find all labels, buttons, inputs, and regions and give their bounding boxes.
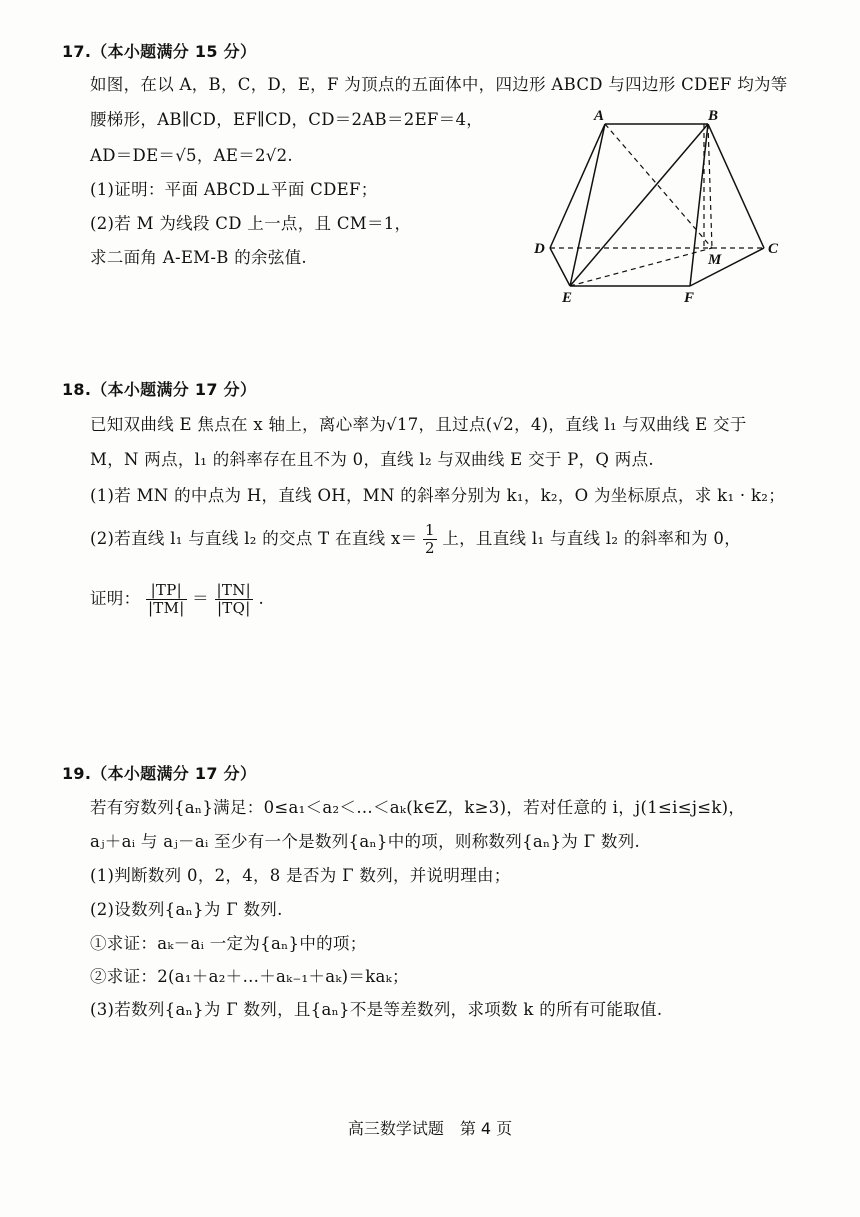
q18-heading: 18.（本小题满分 17 分）: [62, 380, 257, 399]
edge-de: [550, 248, 570, 286]
label-d: D: [534, 241, 545, 257]
fraction-denominator: 2: [424, 539, 435, 557]
fraction-numerator: 1: [424, 521, 435, 539]
q18-line-1: 已知双曲线 E 焦点在 x 轴上，离心率为√17，且过点(√2，4)，直线 l₁ 与双曲线 E 交于: [90, 415, 747, 434]
q19-line-1: 若有穷数列{aₙ}满足：0≤a₁＜a₂＜…＜aₖ(k∈Z，k≥3)，若对任意的 i，j(1≤i≤j≤k)，: [90, 798, 746, 817]
q19-line-2: aⱼ＋aᵢ 与 aⱼ－aᵢ 至少有一个是数列{aₙ}中的项，则称数列{aₙ}为 Γ 数列.: [90, 832, 641, 851]
segment-am-hidden: [605, 124, 712, 248]
fraction-tp: |TP|: [146, 582, 187, 600]
label-m: M: [708, 252, 722, 268]
label-f: F: [684, 290, 695, 306]
label-c: C: [768, 241, 779, 257]
fraction-tm: |TM|: [147, 599, 185, 617]
page-footer: 高三数学试题 第 4 页: [347, 1119, 513, 1138]
q18-part-1: (1)若 MN 的中点为 H，直线 OH，MN 的斜率分别为 k₁，k₂，O 为坐标原点，求 k₁ · k₂；: [90, 486, 786, 505]
edge-be: [570, 124, 708, 286]
q19-part-2-1: ①求证：aₖ－aᵢ 一定为{aₙ}中的项；: [90, 934, 367, 953]
fraction-tp-tm: [146, 582, 187, 617]
edge-bf: [690, 124, 708, 286]
pentahedron-figure: [532, 106, 782, 306]
q17-part-2: (2)若 M 为线段 CD 上一点，且 CM＝1，: [90, 214, 412, 233]
label-b: B: [708, 108, 719, 124]
q18-part-2-text-b: 上，且直线 l₁ 与直线 l₂ 的斜率和为 0，: [442, 529, 742, 548]
q19-part-3: (3)若数列{aₙ}为 Γ 数列，且{aₙ}不是等差数列，求项数 k 的所有可能取值.: [90, 1000, 663, 1019]
proof-prefix: 证明：: [90, 589, 141, 608]
q19-part-2-2: ②求证：2(a₁＋a₂＋…＋aₖ₋₁＋aₖ)＝kaₖ；: [90, 967, 409, 986]
q18-part-2: [90, 522, 741, 557]
fraction-tn: |TN|: [216, 581, 251, 599]
q17-line-1: 如图，在以 A，B，C，D，E，F 为顶点的五面体中，四边形 ABCD 与四边形 CDEF 均为等: [90, 75, 788, 94]
label-a: A: [594, 108, 605, 124]
proof-equals: ＝: [192, 589, 209, 608]
q19-heading: 19.（本小题满分 17 分）: [62, 764, 257, 783]
proof-period: .: [258, 589, 265, 608]
fraction-tq: |TQ|: [216, 599, 251, 617]
fraction-tn-tq: [215, 582, 253, 617]
q19-part-2: (2)设数列{aₙ}为 Γ 数列.: [90, 900, 283, 919]
edge-bc: [708, 124, 764, 248]
q17-part-1: (1)证明：平面 ABCD⊥平面 CDEF；: [90, 180, 378, 199]
q18-part-2-text-a: (2)若直线 l₁ 与直线 l₂ 的交点 T 在直线 x＝: [90, 529, 418, 548]
label-e: E: [562, 290, 573, 306]
q17-line-6: 求二面角 A-EM-B 的余弦值.: [90, 248, 307, 267]
q18-proof-line: [90, 582, 264, 617]
edge-fc: [690, 248, 764, 286]
fraction-one-half: [423, 522, 437, 557]
q18-line-2: M，N 两点，l₁ 的斜率存在且不为 0，直线 l₂ 与双曲线 E 交于 P，Q 两点.: [90, 450, 654, 469]
q17-heading: 17.（本小题满分 15 分）: [62, 42, 257, 61]
segment-bm-hidden: [708, 124, 712, 248]
edge-ae: [570, 124, 605, 286]
q17-line-2: 腰梯形，AB∥CD，EF∥CD，CD＝2AB＝2EF＝4，: [90, 110, 484, 129]
q19-part-1: (1)判断数列 0，2，4，8 是否为 Γ 数列，并说明理由；: [90, 866, 511, 885]
edge-ad: [550, 124, 605, 248]
q17-line-3: AD＝DE＝√5，AE＝2√2.: [90, 146, 293, 165]
